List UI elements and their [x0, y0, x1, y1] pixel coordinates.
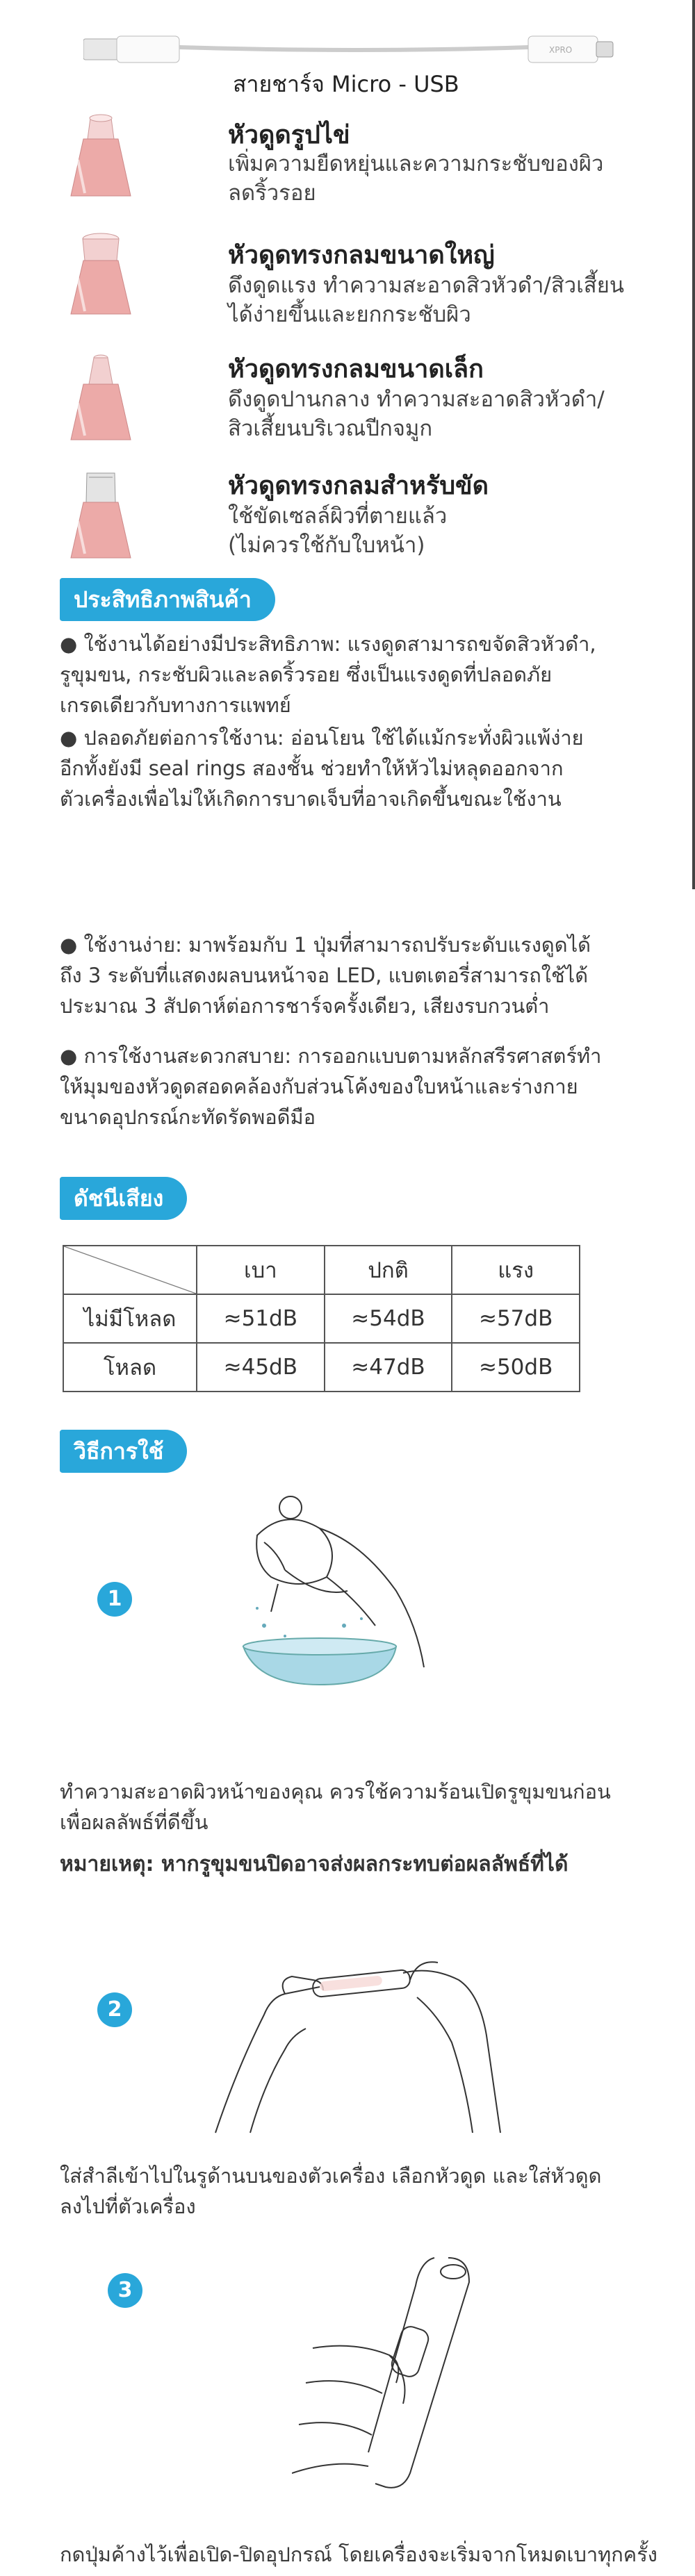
large-round-nozzle-image — [63, 229, 139, 320]
tip-desc-line: สิวเสี้ยนบริเวณปีกจมูก — [228, 416, 433, 441]
table-cell: ≈54dB — [325, 1294, 452, 1343]
efficiency-paragraph-4 — [60, 1041, 601, 1132]
tip-title-oval: หัวดูดรูปไข่ — [228, 121, 350, 149]
cable-caption: สายชาร์จ Micro - USB — [233, 71, 459, 97]
tip-desc-line: ดึงดูดแรง ทำความสะอาดสิวหัวดำ/สิวเสี้ยน — [228, 273, 625, 298]
tip-title-polishing: หัวดูดทรงกลมสำหรับขัด — [228, 472, 489, 500]
efficiency-paragraph-1 — [60, 629, 596, 720]
tip-desc-line: ดึงดูดปานกลาง ทำความสะอาดสิวหัวดำ/ — [228, 387, 605, 412]
paragraph-line: ให้มุมของหัวดูดสอดคล้องกับส่วนโค้งของใบหน้าและร่างกาย — [60, 1075, 578, 1098]
table-header-cell: ปกติ — [325, 1246, 452, 1294]
table-header-cell: เบา — [197, 1246, 325, 1294]
efficiency-heading: ประสิทธิภาพสินค้า — [60, 578, 275, 621]
table-cell: ≈51dB — [197, 1294, 325, 1343]
step-3-text — [60, 2539, 657, 2570]
table-header-cell: แรง — [452, 1246, 580, 1294]
step-number-badge: 3 — [108, 2273, 142, 2308]
paragraph-line: ● ปลอดภัยต่อการใช้งาน: อ่อนโยน ใช้ได้แม้กระทั่งผิวแพ้ง่าย — [60, 726, 584, 750]
step-text-line: ทำความสะอาดผิวหน้าของคุณ ควรใช้ความร้อนเปิดรูขุมขนก่อน — [60, 1780, 611, 1803]
paragraph-line: ● ใช้งานได้อย่างมีประสิทธิภาพ: แรงดูดสามารถขจัดสิวหัวดำ, — [60, 632, 596, 656]
table-cell: ≈50dB — [452, 1343, 580, 1392]
noise-heading: ดัชนีเสียง — [60, 1177, 187, 1220]
small-round-nozzle-image — [63, 351, 139, 445]
tip-title-small-round: หัวดูดทรงกลมขนาดเล็ก — [228, 355, 484, 383]
tip-title-large-round: หัวดูดทรงกลมขนาดใหญ่ — [228, 241, 495, 270]
paragraph-line: เกรดเดียวกับทางการแพทย์ — [60, 693, 291, 717]
tip-desc-line: (ไม่ควรใช้กับใบหน้า) — [228, 533, 425, 558]
polishing-nozzle-image — [63, 469, 139, 563]
tip-desc-line: เพิ่มความยืดหยุ่นและความกระชับของผิว — [228, 151, 604, 176]
step-2-text — [60, 2161, 601, 2222]
press-button-illustration — [292, 2244, 500, 2501]
table-row-label: ไม่มีโหลด — [63, 1294, 197, 1343]
noise-table — [63, 1245, 580, 1392]
efficiency-paragraph-3 — [60, 930, 591, 1021]
table-cell: ≈57dB — [452, 1294, 580, 1343]
table-cell: ≈45dB — [197, 1343, 325, 1392]
table-header-row — [63, 1246, 580, 1294]
step-1-note: หมายเหตุ: หากรูขุมขนปิดอาจส่งผลกระทบต่อผลลัพธ์ที่ได้ — [60, 1852, 569, 1876]
paragraph-line: ● ใช้งานง่าย: มาพร้อมกับ 1 ปุ่มที่สามารถปรับระดับแรงดูดได้ — [60, 933, 591, 957]
paragraph-line: อีกทั้งยังมี seal rings สองชั้น ช่วยทำให้หัวไม่หลุดออกจาก — [60, 757, 564, 780]
oval-nozzle-image — [63, 111, 139, 201]
paragraph-line: ประมาณ 3 สัปดาห์ต่อการชาร์จครั้งเดียว, เสียงรบกวนต่ำ — [60, 994, 550, 1018]
table-row — [63, 1343, 580, 1392]
tip-desc-line: ลดริ้วรอย — [228, 181, 316, 206]
efficiency-paragraph-2 — [60, 723, 584, 814]
paragraph-line: ตัวเครื่องเพื่อไม่ให้เกิดการบาดเจ็บที่อาจเกิดขึ้นขณะใช้งาน — [60, 787, 562, 811]
step-text-line: ลงไปที่ตัวเครื่อง — [60, 2195, 196, 2218]
howto-heading: วิธีการใช้ — [60, 1430, 187, 1473]
step-text-line: กดปุ่มค้างไว้เพื่อเปิด-ปิดอุปกรณ์ โดยเครื่องจะเริ่มจากโหมดเบาทุกครั้ง — [60, 2543, 657, 2566]
insert-cotton-illustration — [208, 1931, 514, 2140]
face-washing-illustration — [215, 1487, 452, 1688]
table-row-label: โหลด — [63, 1343, 197, 1392]
step-number-badge: 2 — [97, 1992, 132, 2027]
paragraph-line: ● การใช้งานสะดวกสบาย: การออกแบบตามหลักสรีรศาสตร์ทำ — [60, 1044, 602, 1068]
usb-cable-image — [83, 28, 619, 69]
cable-plug-text: XPRO — [549, 45, 573, 55]
step-number-badge: 1 — [97, 1582, 132, 1617]
step-text-line: เพื่อผลลัพธ์ที่ดีขึ้น — [60, 1810, 208, 1834]
table-row — [63, 1294, 580, 1343]
tip-desc-line: ได้ง่ายขึ้นและยกกระชับผิว — [228, 302, 471, 327]
paragraph-line: ขนาดอุปกรณ์กะทัดรัดพอดีมือ — [60, 1105, 316, 1129]
step-1-text — [60, 1776, 611, 1838]
table-cell: ≈47dB — [325, 1343, 452, 1392]
page-edge-rule — [692, 0, 695, 889]
step-text-line: ใส่สำลีเข้าไปในรูด้านบนของตัวเครื่อง เลือกหัวดูด และใส่หัวดูด — [60, 2164, 602, 2188]
paragraph-line: รูขุมขน, กระชับผิวและลดริ้วรอย ซึ่งเป็นแรงดูดที่ปลอดภัย — [60, 663, 553, 686]
paragraph-line: ถึง 3 ระดับที่แสดงผลบนหน้าจอ LED, แบตเตอรี่สามารถใช้ได้ — [60, 964, 589, 987]
tip-desc-line: ใช้ขัดเซลล์ผิวที่ตายแล้ว — [228, 504, 448, 529]
table-corner-cell — [63, 1246, 197, 1294]
